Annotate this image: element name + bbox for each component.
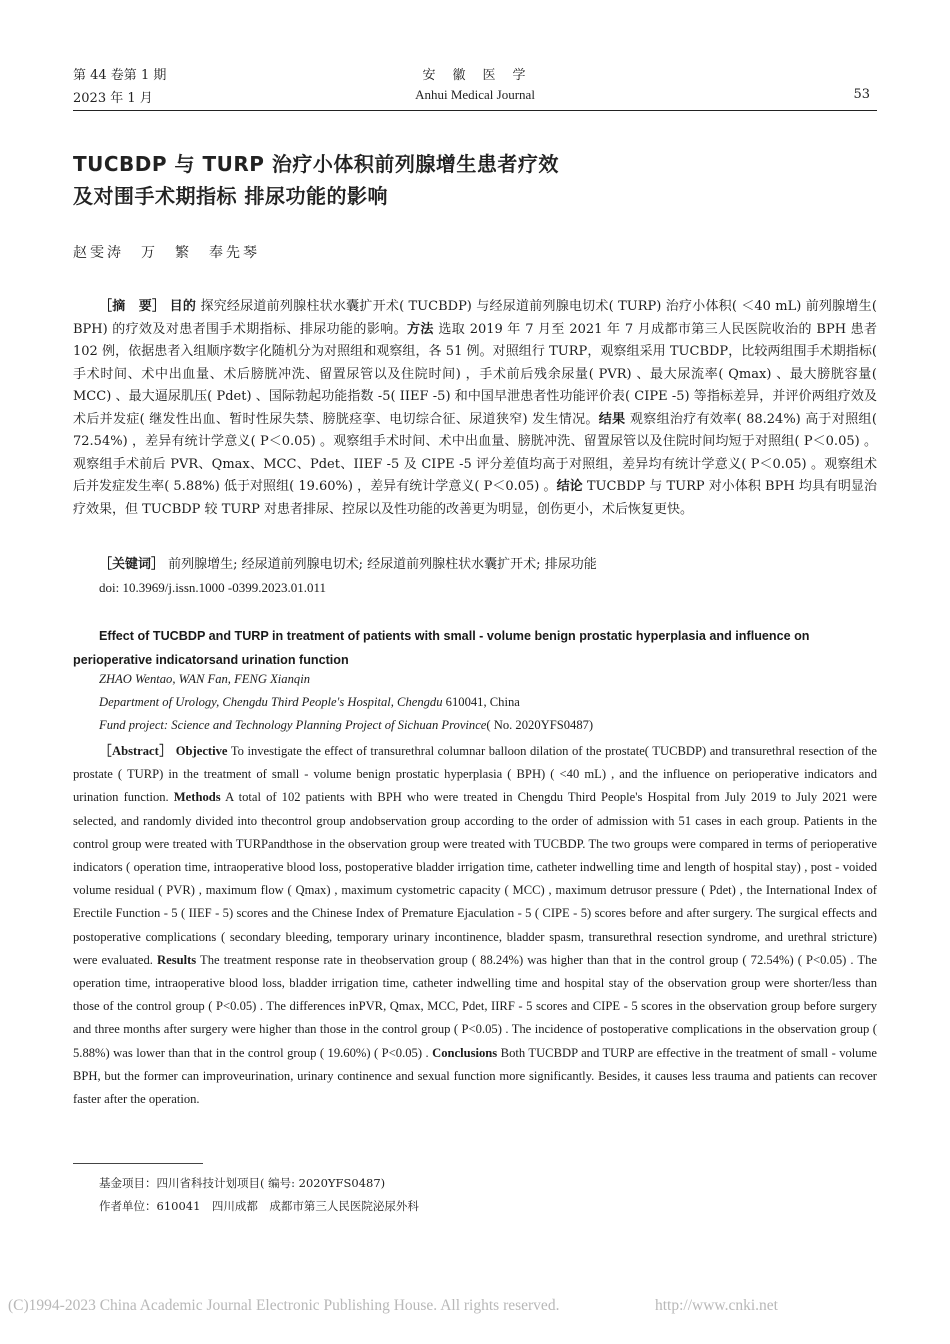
en-conclusions-label: Conclusions	[432, 1045, 498, 1060]
abstract-cn	[73, 296, 877, 521]
abstract-en	[73, 740, 877, 1111]
issue-date: 2023 年 1 月	[73, 91, 153, 106]
en-methods-text: A total of 102 patients with BPH who were treated in Chengdu Third People's Hospital from July 2019 to July 2021 were selected, and randomly divided into thecontrol group andobservation group according to the order of admission with 51 cases in each group. Patients in the control group were treated with TURPandthose in the observation group were treated with TUCBDP. The two groups were compared in terms of perioperative indicators ( operation time, intraoperative blood loss, postoperative bladder irrigation time, catheter indwelling time and length of hospital stay) , post - voided volume residual ( PVR) , maximum flow ( Qmax) , maximum cystometric capacity ( MCC) , maximum detrusor pressure ( Pdet) , the International Index of Erectile Function - 5 ( IIEF - 5) scores and the Chinese Index of Premature Ejaculation - 5 ( CIPE - 5) scores before and after surgery. The surgical effects and postoperative complications ( secondary bleeding, temporary urinary incontinence, bladder spasm, transurethral resection syndrome, and urethral stricture) were evaluated.	[73, 790, 877, 967]
fund-rest: ( No. 2020YFS0487)	[486, 718, 594, 732]
objective-label: 目的	[169, 299, 197, 314]
methods-label: 方法	[407, 321, 434, 337]
abstract-label: ［摘 要］	[99, 299, 166, 314]
page-number: 53	[853, 87, 870, 102]
cnki-link[interactable]: http://www.cnki.net	[655, 1297, 778, 1314]
volume-info: 第 44 卷第 1 期	[73, 68, 167, 83]
conclusions-text: TUCBDP 与 TURP 对小体积 BPH 均具有明显治疗效果，但 TUCBDP 较 TURP 对患者排尿、控尿以及性功能的改善更为明显，创伤更小，术后恢复更快。	[73, 479, 877, 517]
objective-text: 探究经尿道前列腺柱状水囊扩开术( TUCBDP) 与经尿道前列腺电切术( TURP) 治疗小体积( ＜40 mL) 前列腺增生( BPH) 的疗效及对患者围手术期指标、排尿功能的影响。	[73, 299, 877, 337]
en-results-label: Results	[157, 952, 197, 967]
conclusions-label: 结论	[556, 479, 583, 494]
en-results-text: The treatment response rate in theobservation group ( 88.24%) was higher than that in the control group ( 72.54%) ( P<0.05) . The operation time, intraoperative blood loss, bladder irrigation time, catheter indwelling time and hospital stay of the observation group were shorter/less than those of the control group ( P<0.05) . The differences inPVR, Qmax, MCC, Pdet, IIRF - 5 scores and CIPE - 5 scores in the observation group before surgery and three months after surgery were higher than those in the control group ( P<0.05) . The incidence of postoperative complications in the observation group ( 5.88%) was lower than that in the control group ( 19.60%) ( P<0.05) .	[73, 952, 877, 1060]
results-text: 观察组治疗有效率( 88.24%) 高于对照组( 72.54%) ，差异有统计学意义( P＜0.05) 。观察组手术时间、术中出血量、膀胱冲洗、留置尿管以及住院时间均短于对照组( P＜0.05) 。观察组手术前后 PVR、Qmax、MCC、Pdet、IIEF -5 及 CIPE -5 评分差值均高于对照组，差异均有统计学意义( P＜0.05) 。观察组术后并发症发生率( 5.88%) 低于对照组( 19.60%) ，差异有统计学意义( P＜0.05) 。	[73, 411, 877, 494]
affiliation-rest: 610041, China	[442, 695, 520, 709]
footnote-rule	[73, 1163, 203, 1164]
footnote-unit: 作者单位：610041 四川成都 成都市第三人民医院泌尿外科	[99, 1199, 419, 1213]
en-objective-text: To investigate the effect of transurethral columnar balloon dilation of the prostate( TUCBDP) and transurethral resection of the prostate ( TURP) in the treatment of small - volume benign prostatic hyperplasia ( BPH) ( <40 mL) , and the influence on perioperative indicators and urination function.	[73, 744, 877, 805]
en-abstract-label: ［Abstract］	[99, 744, 173, 758]
en-conclusions-text: Both TUCBDP and TURP are effective in the treatment of small - volume BPH, but the former can improveurination, urinary continence and sexual function more significantly. Besides, it causes less trauma and patients can recover faster after the operation.	[73, 1045, 877, 1107]
results-label: 结果	[598, 411, 626, 427]
doi: doi: 10.3969/j.issn.1000 -0399.2023.01.011	[99, 580, 327, 595]
copyright-notice: (C)1994-2023 China Academic Journal Electronic Publishing House. All rights reserved.	[8, 1297, 560, 1314]
authors: 赵雯涛 万 繁 奉先琴	[73, 245, 260, 261]
keywords	[99, 554, 877, 577]
journal-name-cn: 安 徽 医 学	[422, 68, 528, 83]
fund-italic: Fund project: Science and Technology Planning Project of Sichuan Province	[99, 718, 487, 732]
footnote-fund: 基金项目：四川省科技计划项目( 编号: 2020YFS0487)	[99, 1176, 386, 1190]
keywords-text: 前列腺增生; 经尿道前列腺电切术; 经尿道前列腺柱状水囊扩开术; 排尿功能	[168, 557, 597, 572]
title-line-1: TUCBDP 与 TURP 治疗小体积前列腺增生患者疗效	[73, 152, 559, 176]
methods-text: 选取 2019 年 7 月至 2021 年 7 月成都市第三人民医院收治的 BPH 患者 102 例，依据患者入组顺序数字化随机分为对照组和观察组，各 51 例。对照组行 TURP，观察组采用 TUCBDP，比较两组围手术期指标( 手术时间、术中出血量、术后膀胱冲洗、留置尿管以及住院时间) ，手术前后残余尿量( PVR) 、最大尿流率( Qmax) 、最大膀胱容量( MCC) 、最大逼尿肌压( Pdet) 、国际勃起功能指数 -5( IIEF -5) 和中国早泄患者性功能评价表( CIPE -5) 等指标差异，并评价两组疗效及术后并发症( 继发性出血、暂时性尿失禁、膀胱痉挛、电切综合征、尿道狭窄) 发生情况。	[73, 321, 877, 427]
english-title: Effect of TUCBDP and TURP in treatment of patients with small - volume benign prostatic hyperplasia and influence on perioperative indicatorsand urination function	[73, 629, 810, 667]
en-objective-label: Objective	[175, 744, 228, 758]
english-authors: ZHAO Wentao, WAN Fan, FENG Xianqin	[99, 672, 310, 686]
english-affiliation	[99, 695, 520, 710]
title-line-2: 及对围手术期指标 排尿功能的影响	[73, 184, 388, 208]
en-methods-label: Methods	[173, 790, 221, 805]
article-title	[73, 148, 873, 212]
keywords-label: ［关键词］	[99, 557, 165, 572]
header-rule	[73, 110, 877, 111]
affiliation-italic: Department of Urology, Chengdu Third People's Hospital, Chengdu	[99, 695, 443, 709]
english-fund	[99, 718, 593, 733]
journal-name-en: Anhui Medical Journal	[415, 87, 535, 102]
